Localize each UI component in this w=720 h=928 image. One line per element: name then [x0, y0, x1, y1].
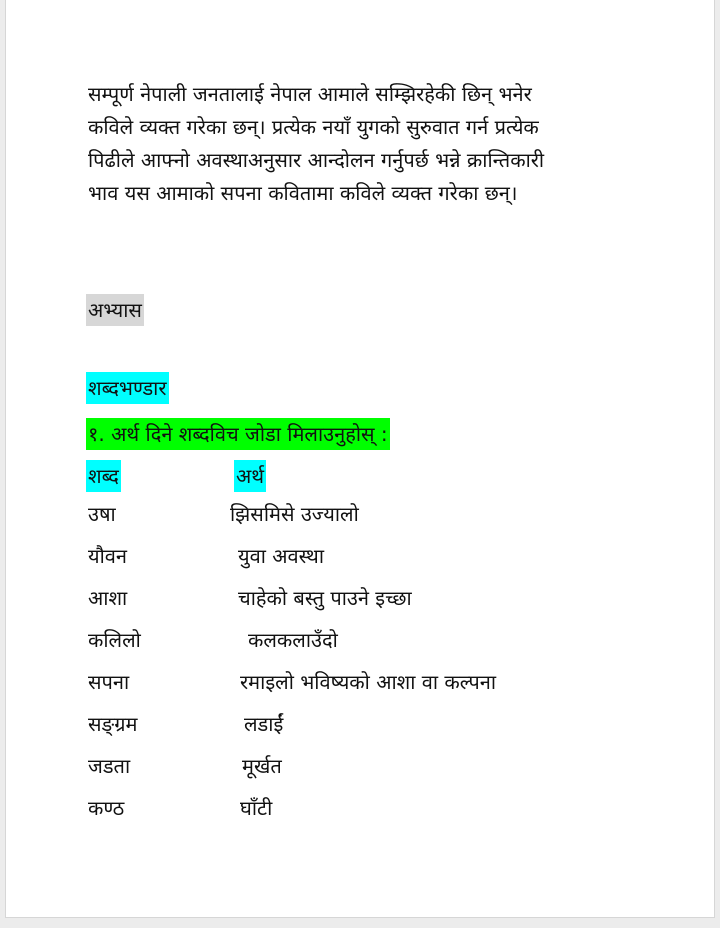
- section-heading-exercise: अभ्यास: [86, 294, 144, 326]
- vocab-meaning: कलकलाउँदो: [248, 628, 338, 652]
- vocab-meaning: चाहेको बस्तु पाउने इच्छा: [238, 586, 412, 610]
- vocab-row: [6, 752, 714, 784]
- vocabulary-heading: शब्दभण्डार: [86, 372, 169, 404]
- paragraph-line: पिढीले आफ्नो अवस्थाअनुसार आन्दोलन गर्नुपर्छ भन्ने क्रान्तिकारी: [88, 148, 545, 172]
- vocab-row: [6, 710, 714, 742]
- vocab-row: [6, 500, 714, 532]
- paragraph-line: भाव यस आमाको सपना कवितामा कविले व्यक्त गरेका छन्।: [88, 181, 518, 205]
- intro-paragraph: [88, 78, 648, 210]
- vocab-word: आशा: [88, 586, 128, 610]
- vocab-meaning: घाँटी: [240, 796, 273, 820]
- vocab-word: कलिलो: [88, 628, 141, 652]
- column-header-word: शब्द: [86, 460, 121, 492]
- vocab-row: [6, 668, 714, 700]
- vocab-row: [6, 626, 714, 658]
- vocab-meaning: झिसमिसे उज्यालो: [230, 502, 359, 526]
- paragraph-line: कविले व्यक्त गरेका छन्। प्रत्येक नयाँ युगको सुरुवात गर्न प्रत्येक: [88, 115, 539, 139]
- vocab-word: यौवन: [88, 544, 127, 568]
- vocab-word: सङ्ग्रम: [88, 712, 138, 736]
- exercise-instruction: १. अर्थ दिने शब्दविच जोडा मिलाउनुहोस् :: [86, 418, 390, 450]
- vocab-word: सपना: [88, 670, 130, 694]
- vocab-word: जडता: [88, 754, 131, 778]
- vocab-row: [6, 542, 714, 574]
- vocab-meaning: मूर्खत: [242, 754, 282, 778]
- paragraph-line: सम्पूर्ण नेपाली जनतालाई नेपाल आमाले सम्झिरहेकी छिन् भनेर: [88, 82, 532, 106]
- column-header-meaning: अर्थ: [234, 460, 266, 492]
- vocab-meaning: युवा अवस्था: [238, 544, 324, 568]
- vocab-row: [6, 794, 714, 826]
- vocab-row: [6, 584, 714, 616]
- vocab-word: उषा: [88, 502, 116, 526]
- document-page: [5, 0, 715, 918]
- vocab-meaning: लडाईं: [244, 712, 284, 736]
- vocab-meaning: रमाइलो भविष्यको आशा वा कल्पना: [240, 670, 497, 694]
- vocab-word: कण्ठ: [88, 796, 125, 820]
